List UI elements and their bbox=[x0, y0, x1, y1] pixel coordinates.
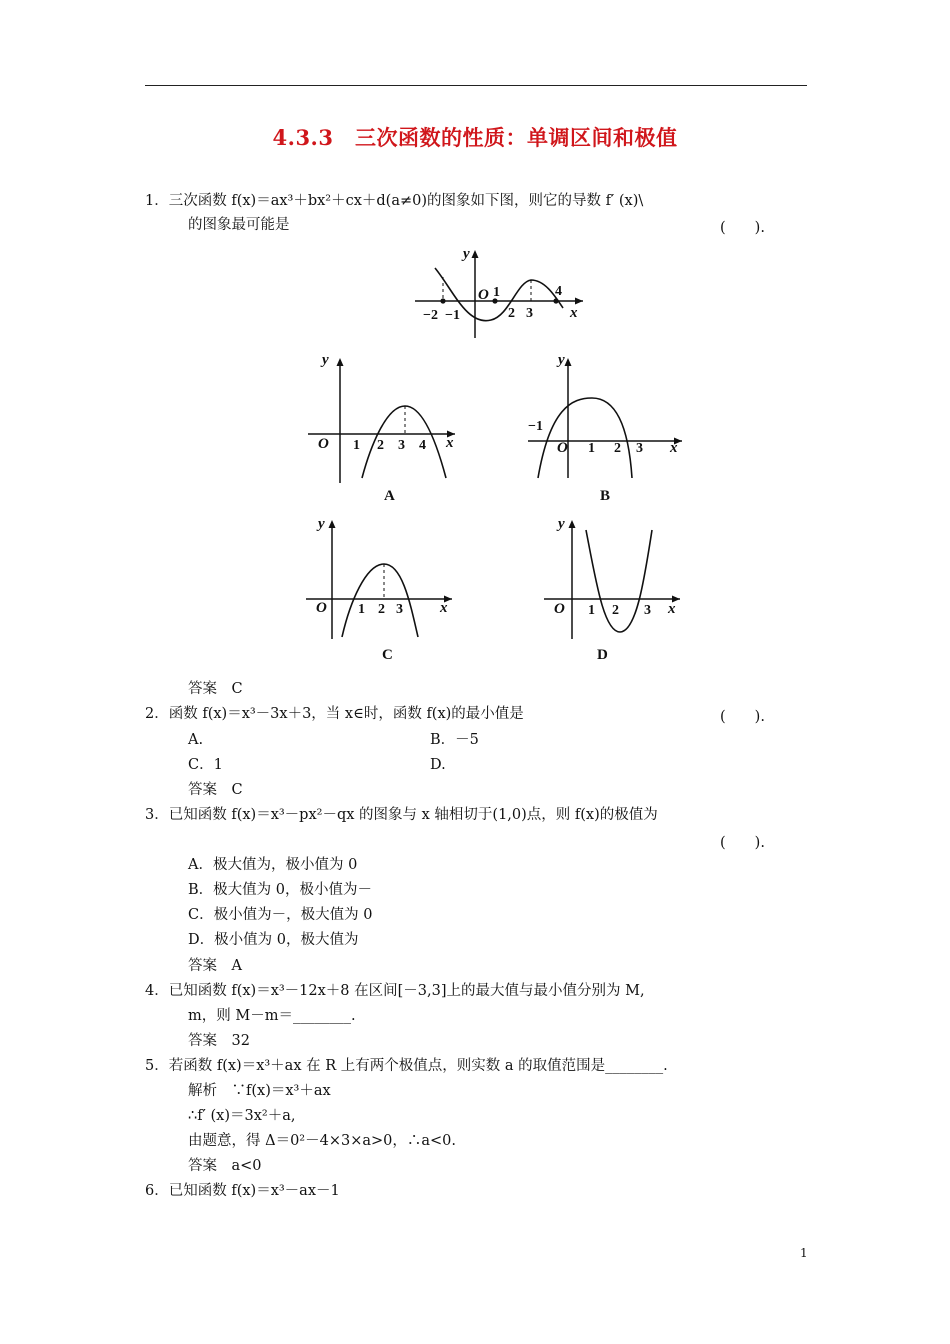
main-tick: 4 bbox=[555, 284, 562, 299]
option-d-x-label: x bbox=[668, 601, 676, 617]
q2-choice-a: A. bbox=[188, 732, 204, 748]
option-c-y-label: y bbox=[318, 516, 325, 532]
main-tick: −2 bbox=[423, 308, 438, 323]
option-d-curve bbox=[586, 530, 652, 632]
option-b-y-label: y bbox=[558, 352, 565, 368]
header-rule bbox=[145, 85, 807, 86]
option-c-x-label: x bbox=[440, 600, 448, 616]
option-b-tick: 2 bbox=[614, 441, 621, 456]
q1-option-d-graph bbox=[540, 512, 690, 667]
q3-stem: 3．已知函数 f(x)＝x³－px²－qx 的图象与 x 轴相切于(1,0)点，则 f(x)的极值为 bbox=[145, 807, 658, 823]
option-d-origin: O bbox=[554, 601, 565, 617]
q2-choice-b: B．－5 bbox=[430, 732, 479, 748]
option-d-caption: D bbox=[597, 647, 608, 663]
q3-choice-d: D．极小值为 0，极大值为 bbox=[188, 932, 359, 948]
q2-choice-d: D. bbox=[430, 757, 446, 773]
x-axis-arrow bbox=[575, 298, 583, 305]
option-b-curve bbox=[538, 398, 632, 478]
q3-choice-b: B．极大值为 0，极小值为－ bbox=[188, 882, 372, 898]
option-a-tick: 4 bbox=[419, 438, 426, 453]
option-a-caption: A bbox=[384, 488, 395, 504]
option-c-tick: 2 bbox=[378, 602, 385, 617]
option-c-tick: 1 bbox=[358, 602, 365, 617]
page-title: 4.3.3 三次函数的性质：单调区间和极值 bbox=[272, 125, 678, 150]
page-number: 1 bbox=[800, 1246, 808, 1260]
option-b-y-tick: −1 bbox=[528, 419, 543, 434]
q5-analysis-line: ∴f′ (x)＝3x²＋a, bbox=[188, 1108, 296, 1124]
q1-answer-paren: ( ). bbox=[720, 220, 765, 236]
option-b-origin: O bbox=[557, 440, 568, 456]
q1-stem-line1: 1．三次函数 f(x)＝ax³＋bx²＋cx＋d(a≠0)的图象如下图，则它的导数 f′ (x)\ bbox=[145, 193, 644, 209]
q3-answer-paren: ( ). bbox=[720, 835, 765, 851]
option-d-y-label: y bbox=[558, 516, 565, 532]
option-c-caption: C bbox=[382, 647, 393, 663]
main-origin-label: O bbox=[478, 287, 489, 303]
q6-stem: 6．已知函数 f(x)＝x³－ax－1 bbox=[145, 1183, 340, 1199]
option-a-x-label: x bbox=[446, 435, 454, 451]
q2-stem: 2．函数 f(x)＝x³－3x＋3，当 x∈时，函数 f(x)的最小值是 bbox=[145, 706, 524, 722]
q4-answer: 答案 32 bbox=[188, 1033, 250, 1049]
q5-answer: 答案 a<0 bbox=[188, 1158, 262, 1174]
option-b-tick: 1 bbox=[588, 441, 595, 456]
q3-choice-c: C．极小值为－，极大值为 0 bbox=[188, 907, 373, 923]
q3-answer: 答案 A bbox=[188, 958, 242, 974]
main-tick: 3 bbox=[526, 306, 533, 321]
q5-analysis-line: 解析 ∵f(x)＝x³＋ax bbox=[188, 1083, 331, 1099]
q2-choice-c: C．1 bbox=[188, 757, 223, 773]
option-d-tick: 3 bbox=[644, 603, 651, 618]
q3-choice-a: A．极大值为，极小值为 0 bbox=[188, 857, 358, 873]
q2-answer-paren: ( ). bbox=[720, 709, 765, 725]
option-a-tick: 2 bbox=[377, 438, 384, 453]
y-axis-arrow bbox=[472, 250, 479, 258]
q1-option-b-graph bbox=[520, 348, 690, 508]
q2-answer: 答案 C bbox=[188, 782, 243, 798]
point-4 bbox=[553, 298, 558, 303]
option-a-tick: 3 bbox=[398, 438, 405, 453]
q1-stem-line2: 的图象最可能是 bbox=[188, 217, 290, 233]
main-tick: 2 bbox=[508, 306, 515, 321]
q1-main-graph bbox=[405, 238, 595, 340]
option-c-origin: O bbox=[316, 600, 327, 616]
option-c-tick: 3 bbox=[396, 602, 403, 617]
option-b-caption: B bbox=[600, 488, 611, 504]
q1-option-a-graph bbox=[300, 348, 470, 508]
option-b-x-label: x bbox=[670, 440, 678, 456]
option-d-tick: 2 bbox=[612, 603, 619, 618]
option-a-y-label: y bbox=[322, 352, 329, 368]
q5-analysis-line: 由题意，得 Δ＝0²－4×3×a>0，∴a<0. bbox=[188, 1133, 457, 1149]
q1-answer: 答案 C bbox=[188, 681, 243, 697]
main-tick: −1 bbox=[445, 308, 460, 323]
q1-option-c-graph bbox=[300, 512, 470, 667]
point-minus2 bbox=[440, 298, 445, 303]
option-d-tick: 1 bbox=[588, 603, 595, 618]
q5-stem: 5．若函数 f(x)＝x³＋ax 在 R 上有两个极值点，则实数 a 的取值范围是________. bbox=[145, 1058, 668, 1074]
main-y-label: y bbox=[463, 246, 470, 262]
q4-stem-line1: 4．已知函数 f(x)＝x³－12x＋8 在区间[－3,3]上的最大值与最小值分别为 M, bbox=[145, 983, 645, 999]
q4-stem-line2: m，则 M－m＝________. bbox=[188, 1008, 356, 1024]
option-c-curve bbox=[342, 564, 418, 637]
option-a-tick: 1 bbox=[353, 438, 360, 453]
main-x-label: x bbox=[570, 305, 578, 321]
option-a-origin: O bbox=[318, 436, 329, 452]
option-b-tick: 3 bbox=[636, 441, 643, 456]
main-tick: 1 bbox=[493, 285, 500, 300]
